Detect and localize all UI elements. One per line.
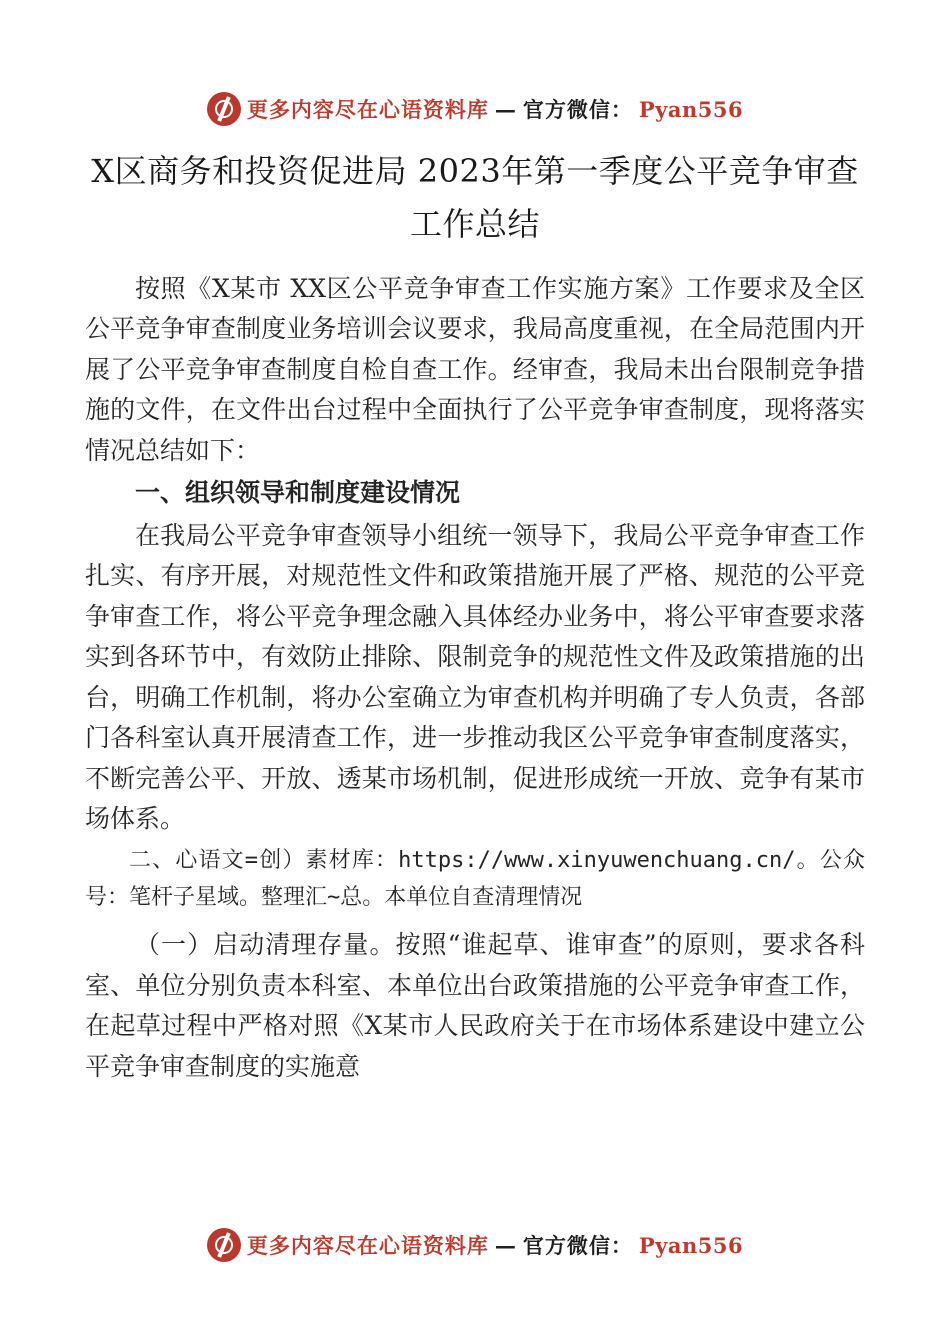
watermark-official-label: 官方微信： (522, 97, 633, 122)
watermark-banner-top (0, 92, 950, 126)
watermark-text: 更多内容尽在心语资料库 (246, 1233, 489, 1258)
paragraph-intro: 按照《X某市 XX区公平竞争审查工作实施方案》工作要求及全区公平竞争审查制度业务培训会议要求，我局高度重视，在全局范围内开展了公平竞争审查制度自检自查工作。经审查，我局未出台限制竞争措施的文件，在文件出台过程中全面执行了公平竞争审查制度，现将落实情况总结如下： (85, 273, 865, 465)
page-title: X区商务和投资促进局 2023年第一季度公平竞争审查工作总结 (91, 152, 859, 243)
watermark-banner-bottom (0, 1228, 950, 1262)
watermark-wechat-id: Pyan556 (638, 1232, 744, 1258)
section-heading-1: 一、组织领导和制度建设情况 (135, 478, 461, 508)
watermark-text: 更多内容尽在心语资料库 (246, 97, 489, 122)
paragraph-section-2-body: （一）启动清理存量。按照“谁起草、谁审查”的原则，要求各科室、单位分别负责本科室、本单位出台政策措施的公平竞争审查工作，在起草过程中严格对照《X某市人民政府关于在市场体系建设中建立公平竞争审查制度的实施意 (85, 930, 865, 1081)
section-heading-2: 二、心语文=创）素材库：https://www.xinyuwenchuang.cn/。公众号：笔杆子星域。整理汇~总。本单位自查清理情况 (85, 847, 865, 911)
badge-logo-icon (207, 1228, 241, 1262)
badge-logo-icon (207, 92, 241, 126)
watermark-separator: — (494, 1232, 517, 1258)
watermark-official-label: 官方微信： (522, 1233, 633, 1258)
watermark-wechat-id: Pyan556 (638, 96, 744, 122)
paragraph-section-1-body: 在我局公平竞争审查领导小组统一领导下，我局公平竞争审查工作扎实、有序开展，对规范性文件和政策措施开展了严格、规范的公平竞争审查工作，将公平竞争理念融入具体经办业务中，将公平审查要求落实到各环节中，有效防止排除、限制竞争的规范性文件及政策措施的出台，明确工作机制，将办公室确立为审查机构并明确了专人负责，各部门各科室认真开展清查工作，进一步推动我区公平竞争审查制度落实，不断完善公平、开放、透某市场机制，促进形成统一开放、竞争有某市场体系。 (85, 520, 865, 834)
document-body (85, 145, 865, 1089)
watermark-separator: — (494, 96, 517, 122)
